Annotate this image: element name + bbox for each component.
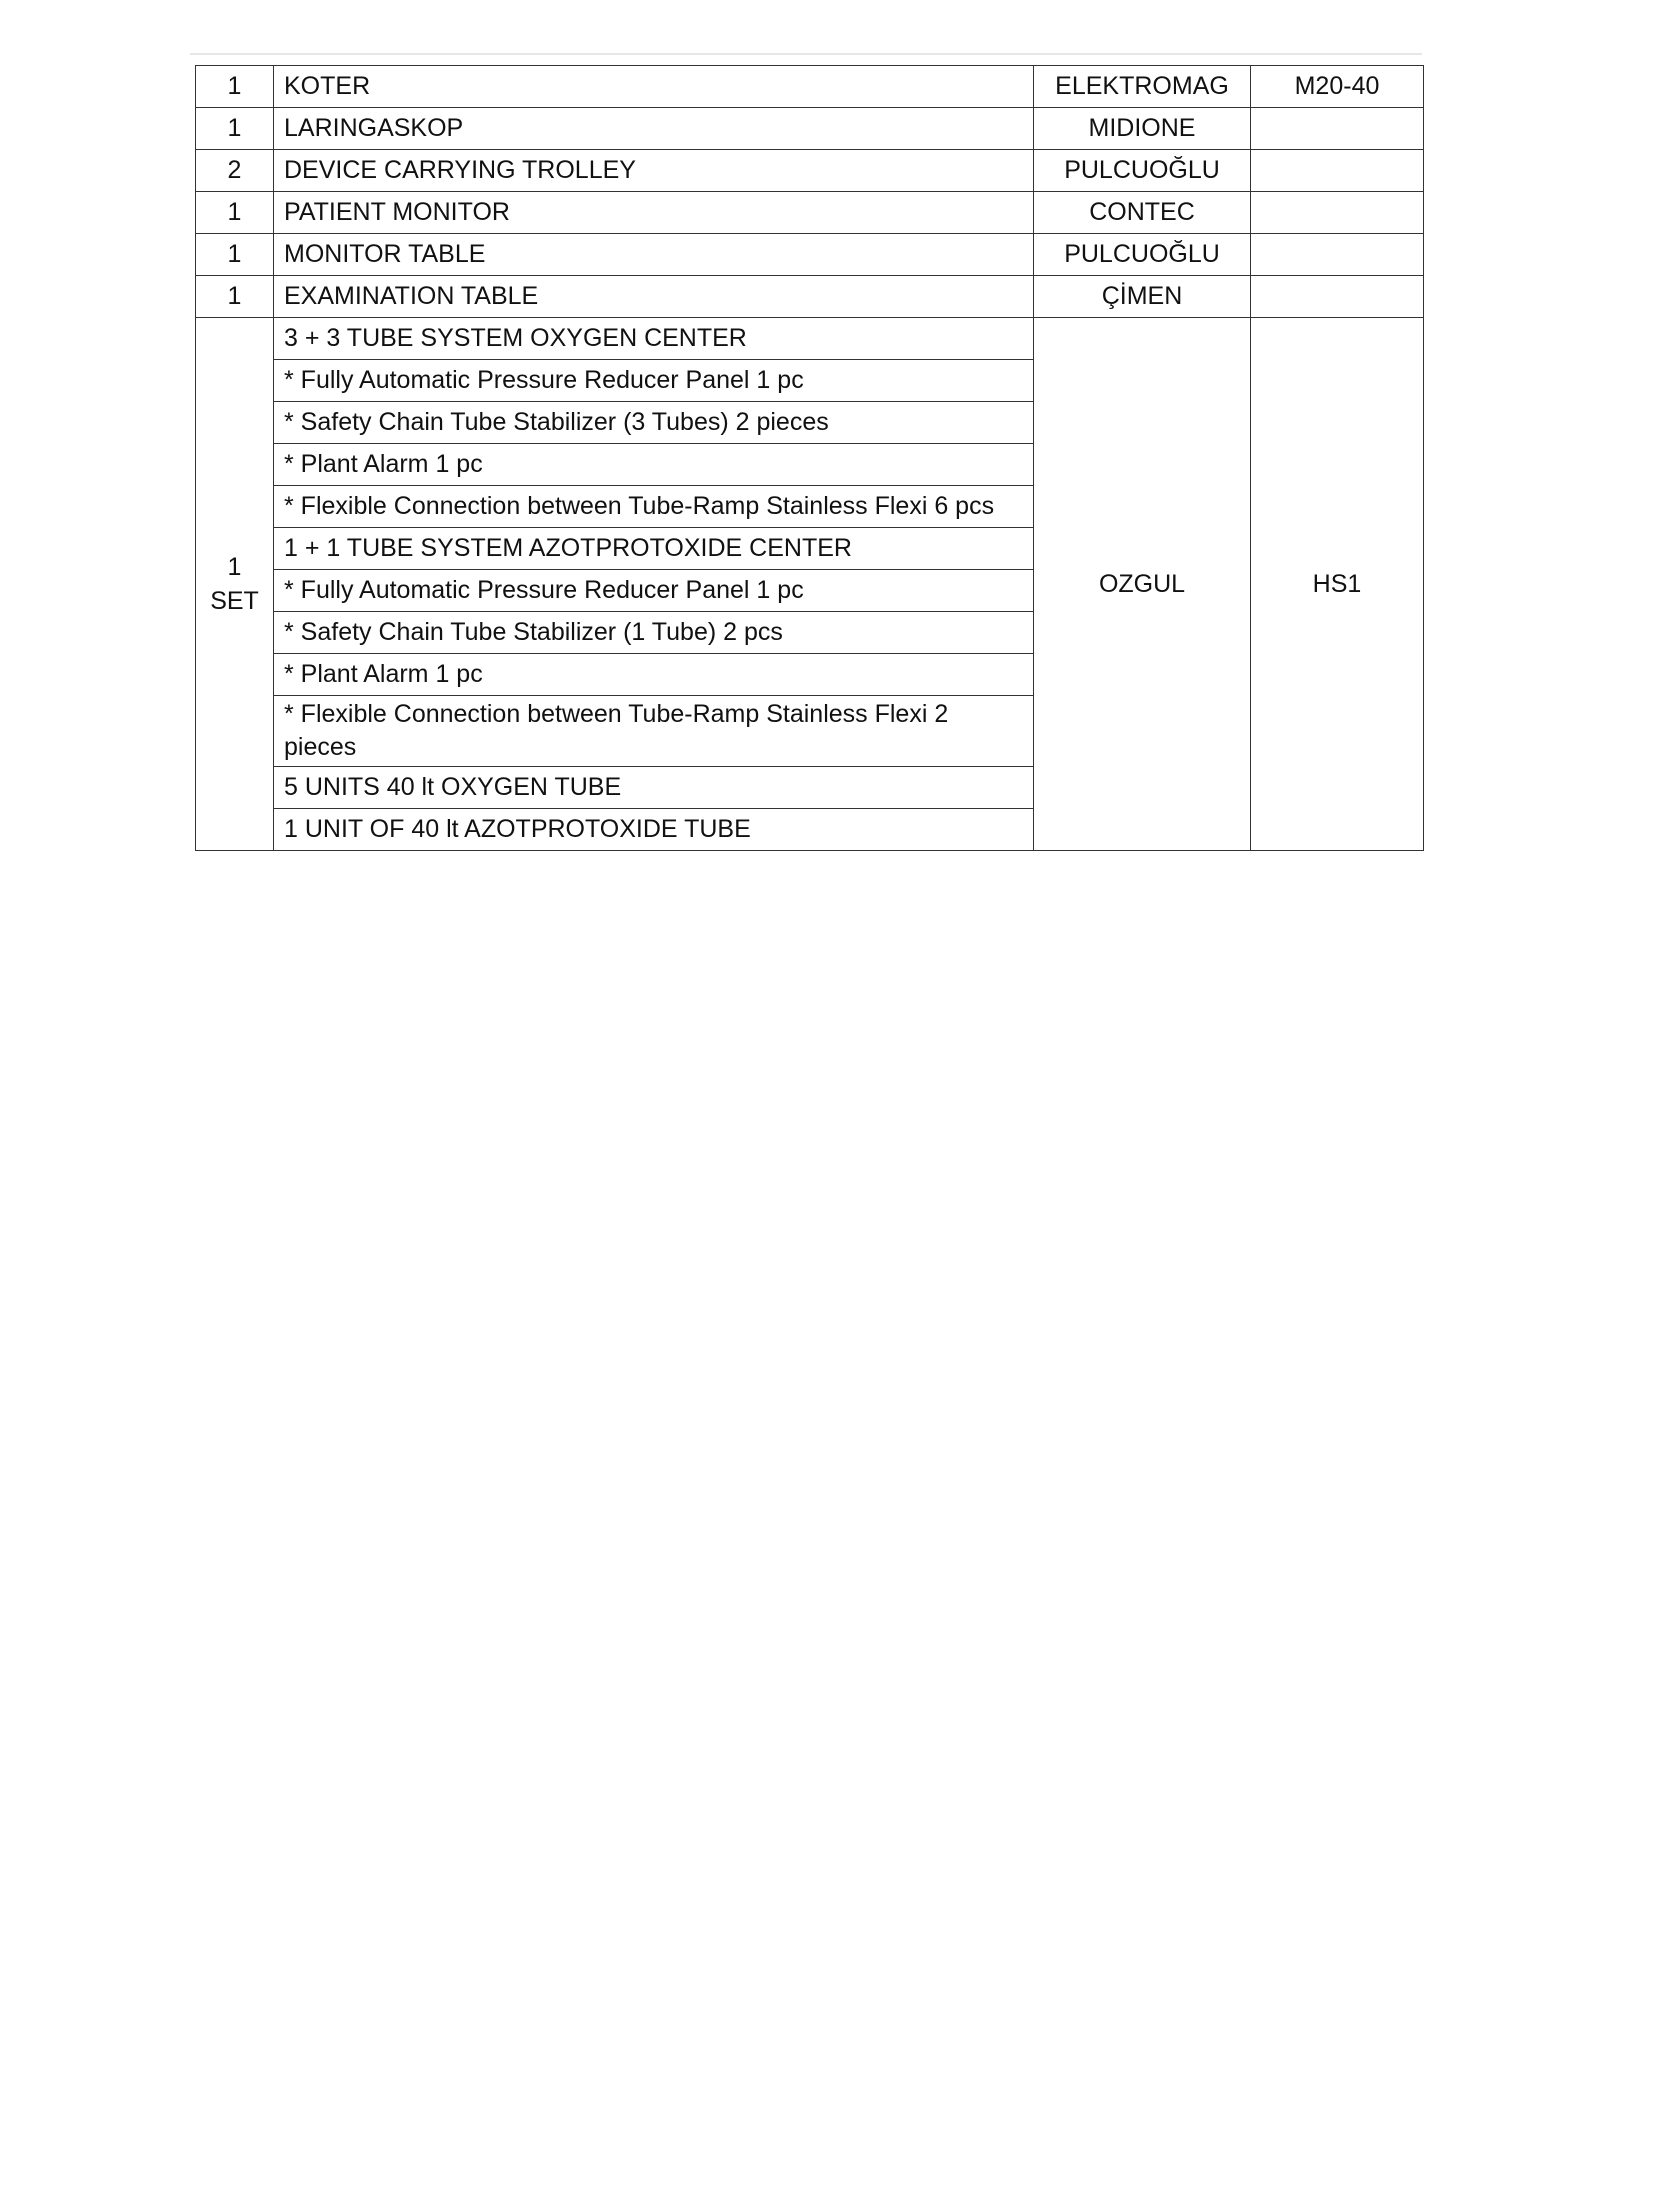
set-item-cell: * Flexible Connection between Tube-Ramp Stainless Flexi 6 pcs (274, 486, 1034, 528)
table-row (196, 234, 1424, 276)
set-quantity-cell (196, 318, 274, 851)
brand-cell: PULCUOĞLU (1034, 150, 1251, 192)
description-cell: EXAMINATION TABLE (274, 276, 1034, 318)
brand-cell: CONTEC (1034, 192, 1251, 234)
set-model-cell: HS1 (1251, 318, 1424, 851)
model-cell (1251, 192, 1424, 234)
set-item-cell: * Safety Chain Tube Stabilizer (3 Tubes) 2 pieces (274, 402, 1034, 444)
set-item-cell: * Fully Automatic Pressure Reducer Panel 1 pc (274, 570, 1034, 612)
quantity-cell: 1 (196, 192, 274, 234)
set-item-cell: 1 + 1 TUBE SYSTEM AZOTPROTOXIDE CENTER (274, 528, 1034, 570)
set-quantity-number: 1 (227, 553, 242, 581)
quantity-cell: 1 (196, 234, 274, 276)
description-cell: PATIENT MONITOR (274, 192, 1034, 234)
model-cell (1251, 150, 1424, 192)
table-row (196, 108, 1424, 150)
quantity-cell: 2 (196, 150, 274, 192)
description-cell: MONITOR TABLE (274, 234, 1034, 276)
brand-cell: ELEKTROMAG (1034, 66, 1251, 108)
set-item-cell: * Safety Chain Tube Stabilizer (1 Tube) 2 pcs (274, 612, 1034, 654)
set-quantity-unit: SET (210, 587, 259, 615)
quantity-cell: 1 (196, 276, 274, 318)
set-item-cell: * Flexible Connection between Tube-Ramp Stainless Flexi 2 pieces (274, 696, 1034, 767)
set-row (196, 318, 1424, 360)
table-row (196, 192, 1424, 234)
table-row (196, 276, 1424, 318)
set-brand-cell: OZGUL (1034, 318, 1251, 851)
brand-cell: MIDIONE (1034, 108, 1251, 150)
set-item-cell: 5 UNITS 40 lt OXYGEN TUBE (274, 767, 1034, 809)
brand-cell: ÇİMEN (1034, 276, 1251, 318)
model-cell (1251, 234, 1424, 276)
set-item-cell: * Fully Automatic Pressure Reducer Panel 1 pc (274, 360, 1034, 402)
description-cell: KOTER (274, 66, 1034, 108)
set-item-cell: 1 UNIT OF 40 lt AZOTPROTOXIDE TUBE (274, 809, 1034, 851)
set-item-cell: * Plant Alarm 1 pc (274, 654, 1034, 696)
model-cell: M20-40 (1251, 66, 1424, 108)
brand-cell: PULCUOĞLU (1034, 234, 1251, 276)
set-item-cell: * Plant Alarm 1 pc (274, 444, 1034, 486)
set-item-cell: 3 + 3 TUBE SYSTEM OXYGEN CENTER (274, 318, 1034, 360)
table-row (196, 66, 1424, 108)
model-cell (1251, 276, 1424, 318)
description-cell: LARINGASKOP (274, 108, 1034, 150)
quantity-cell: 1 (196, 108, 274, 150)
page-top-rule (190, 53, 1422, 55)
description-cell: DEVICE CARRYING TROLLEY (274, 150, 1034, 192)
model-cell (1251, 108, 1424, 150)
quantity-cell: 1 (196, 66, 274, 108)
equipment-table (195, 65, 1424, 851)
table-row (196, 150, 1424, 192)
